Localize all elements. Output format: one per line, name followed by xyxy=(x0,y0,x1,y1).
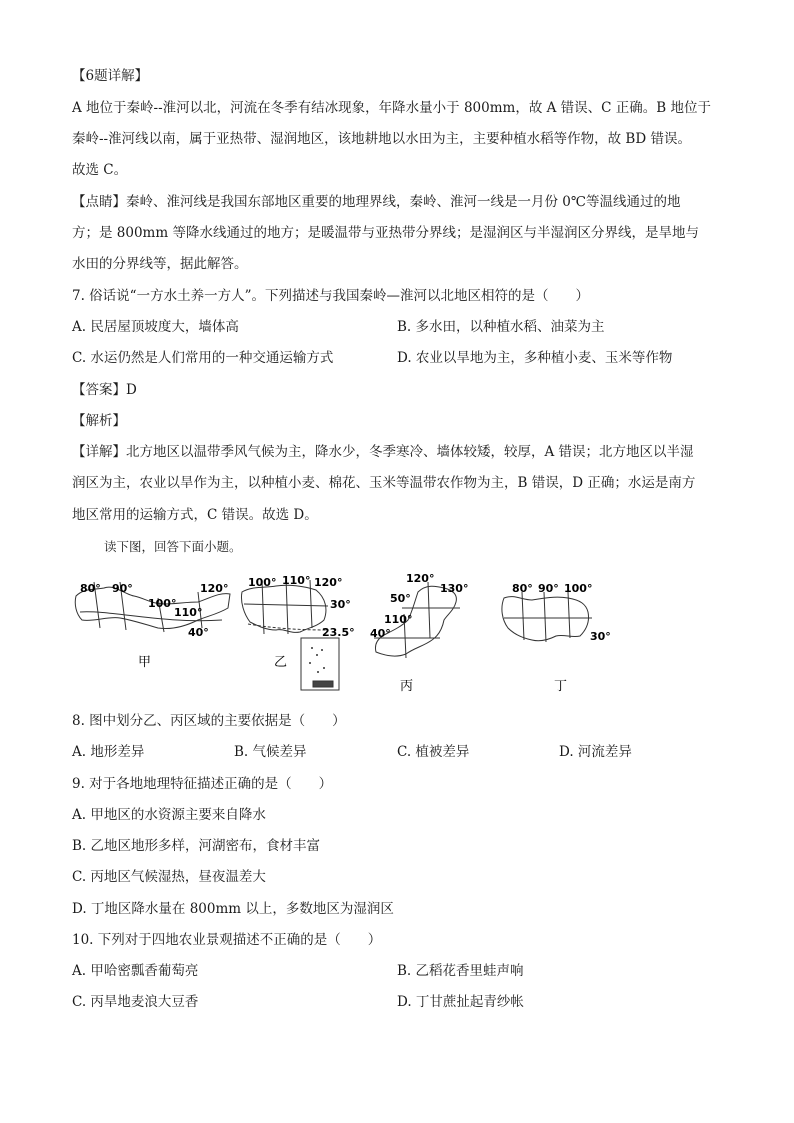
map-bing-meridian xyxy=(428,582,430,638)
analysis-text-line: 【详解】北方地区以温带季风气候为主，降水少，冬季寒冷、墙体较矮，较厚，A 错误；北方地区以半湿 xyxy=(72,444,694,460)
detail-text-line: 秦岭--淮河线以南，属于亚热带、湿润地区，该地耕地以水田为主，主要种植水稻等作物，故 BD 错误。 xyxy=(72,131,691,147)
map-yi-label: 110° xyxy=(282,574,311,587)
tip-text-line: 【点睛】秦岭、淮河线是我国东部地区重要的地理界线，秦岭、淮河一线是一月份 0℃等温线通过的地 xyxy=(72,194,681,210)
map-ding-name: 丁 xyxy=(554,679,568,693)
map-yi-label: 120° xyxy=(314,576,343,589)
option-b: B. 乙地区地形多样，河湖密布，食材丰富 xyxy=(72,838,321,854)
tip-text-line: 方；是 800mm 等降水线通过的地方；是暖温带与亚热带分界线；是湿润区与半湿润区分界线，是旱地与 xyxy=(72,225,699,241)
analysis-text-line: 地区常用的运输方式，C 错误。故选 D。 xyxy=(72,507,318,523)
question-stem: 8. 图中划分乙、丙区域的主要依据是（ ） xyxy=(72,713,346,729)
analysis-text-line: 润区为主，农业以旱作为主，以种植小麦、棉花、玉米等温带农作物为主，B 错误，D 正确；水运是南方 xyxy=(72,475,696,491)
map-ding-label: 80° xyxy=(512,582,533,595)
question-stem: 9. 对于各地地理特征描述正确的是（ ） xyxy=(72,776,333,792)
answer-line: 【答案】D xyxy=(72,382,137,398)
region-maps-figure xyxy=(72,568,662,693)
question-stem: 10. 下列对于四地农业景观描述不正确的是（ ） xyxy=(72,932,382,948)
option-c: C. 丙地区气候湿热，昼夜温差大 xyxy=(72,869,266,885)
map-yi-inset-caption xyxy=(313,681,333,687)
detail-text-line: A 地位于秦岭--淮河以北，河流在冬季有结冰现象，年降水量小于 800mm，故 A 错误、C 正确。B 地位于 xyxy=(72,100,711,116)
option-a: A. 甲哈密瓢香葡萄亮 xyxy=(72,963,199,979)
map-yi-parallel xyxy=(244,604,328,606)
option-d: D. 河流差异 xyxy=(559,744,632,760)
option-b: B. 多水田，以种植水稻、油菜为主 xyxy=(397,319,605,335)
detail-text-line: 故选 C。 xyxy=(72,162,128,178)
question-stem: 7. 俗话说“一方水土养一方人”。下列描述与我国秦岭—淮河以北地区相符的是（ ） xyxy=(72,288,589,304)
detail-heading: 【6题详解】 xyxy=(72,68,149,84)
map-ding-label: 100° xyxy=(564,582,593,595)
map-bing-label: 40° xyxy=(370,627,391,640)
option-a: A. 民居屋顶坡度大，墙体高 xyxy=(72,319,239,335)
map-yi-label: 23.5° xyxy=(322,626,355,639)
map-jia-label: 120° xyxy=(200,582,229,595)
map-jia-label: 100° xyxy=(148,597,177,610)
map-bing-label: 120° xyxy=(406,572,435,585)
option-a: A. 甲地区的水资源主要来自降水 xyxy=(72,807,266,823)
option-b: B. 乙稻花香里蛙声响 xyxy=(397,963,524,979)
intro-text: 读下图，回答下面小题。 xyxy=(104,539,242,554)
map-jia-name: 甲 xyxy=(138,655,152,670)
map-ding xyxy=(502,592,592,642)
map-ding-label: 30° xyxy=(590,630,611,643)
map-jia-label: 80° xyxy=(80,582,101,595)
option-d: D. 丁甘蔗扯起青纱帐 xyxy=(397,994,524,1010)
map-ding-meridian xyxy=(544,592,546,642)
map-yi-name: 乙 xyxy=(274,655,288,670)
option-c: C. 植被差异 xyxy=(397,744,470,760)
map-ding-label: 90° xyxy=(538,582,559,595)
map-jia-label: 40° xyxy=(188,626,209,639)
option-c: C. 丙旱地麦浪大豆香 xyxy=(72,994,199,1010)
option-c: C. 水运仍然是人们常用的一种交通运输方式 xyxy=(72,350,334,366)
tip-text-line: 水田的分界线等，据此解答。 xyxy=(72,256,248,272)
option-a: A. 地形差异 xyxy=(72,744,145,760)
map-jia-label: 90° xyxy=(112,582,133,595)
map-bing-label: 50° xyxy=(390,592,411,605)
map-yi-label: 100° xyxy=(248,576,277,589)
map-bing-label: 130° xyxy=(440,582,469,595)
option-b: B. 气候差异 xyxy=(234,744,307,760)
option-d: D. 农业以旱地为主，多种植小麦、玉米等作物 xyxy=(397,350,673,366)
analysis-heading: 【解析】 xyxy=(72,413,126,429)
map-jia-label: 110° xyxy=(174,606,203,619)
map-bing-label: 110° xyxy=(384,613,413,626)
map-bing-name: 丙 xyxy=(400,679,414,693)
option-d: D. 丁地区降水量在 800mm 以上，多数地区为湿润区 xyxy=(72,901,394,917)
map-yi-meridian xyxy=(310,580,312,628)
map-yi-label: 30° xyxy=(330,598,351,611)
map-ding-meridian xyxy=(568,592,570,638)
